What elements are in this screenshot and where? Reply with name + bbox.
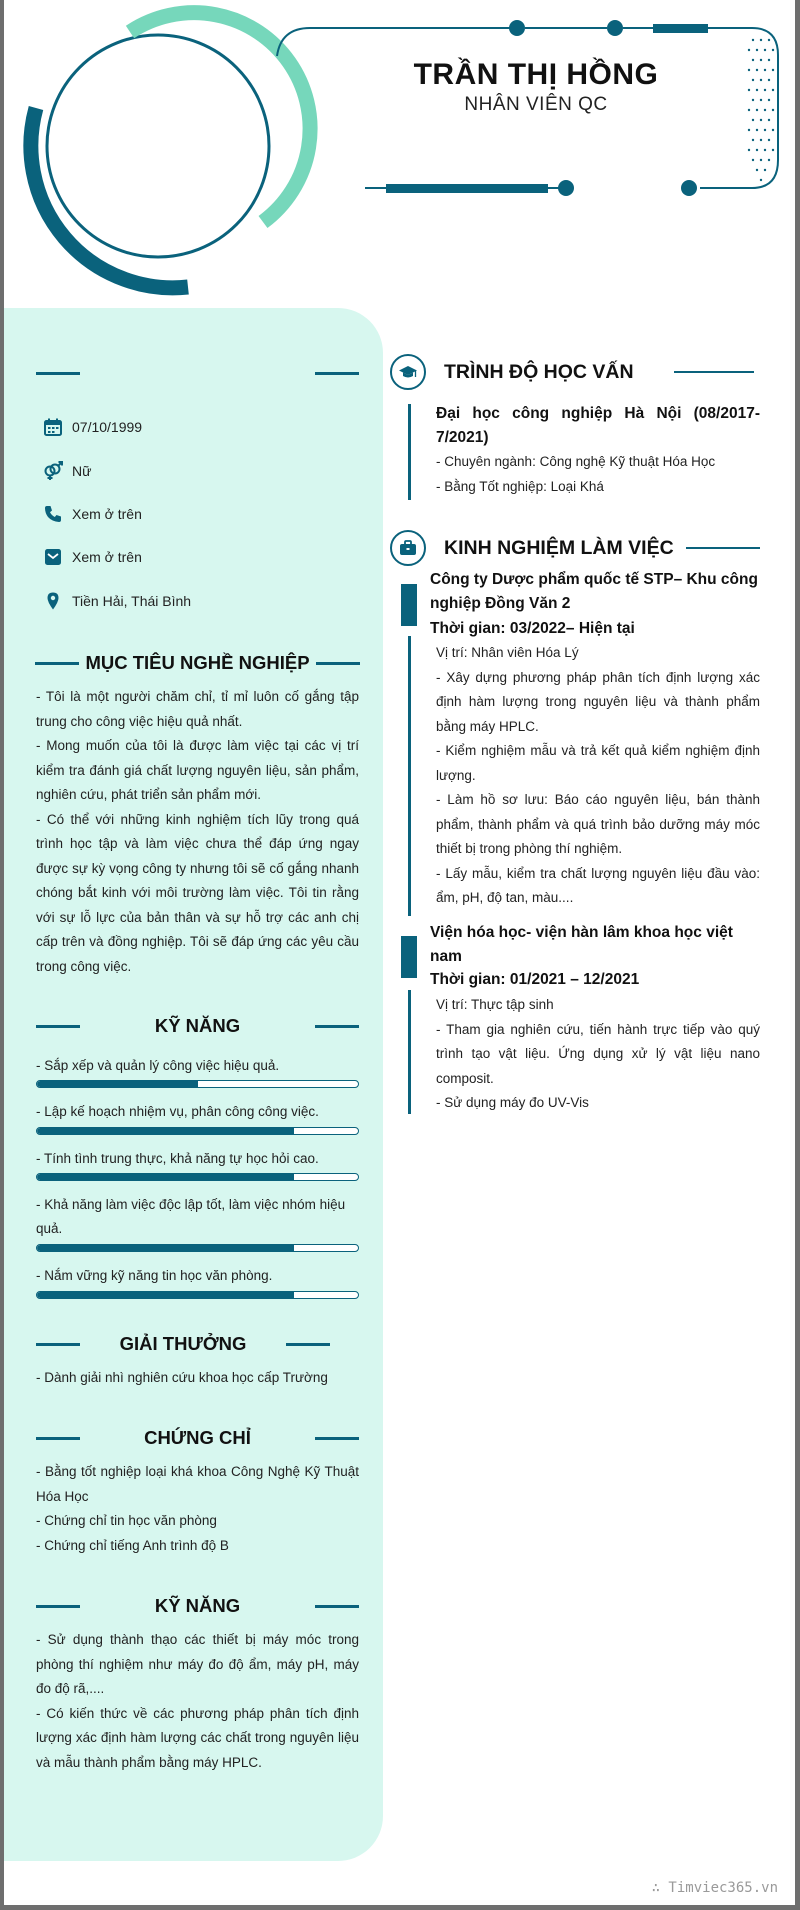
candidate-name: TRẦN THỊ HỒNG xyxy=(413,58,659,91)
email-icon xyxy=(42,546,64,568)
job-company: Viện hóa học- viện hàn lâm khoa học việt nam xyxy=(430,924,733,965)
job-time: Thời gian: 03/2022– Hiện tại xyxy=(430,620,635,637)
skill-bar-fill xyxy=(37,1292,294,1298)
name-block xyxy=(400,58,672,116)
job-company: Công ty Dược phẩm quốc tế STP– Khu công nghiệp Đồng Văn 2 xyxy=(430,571,758,612)
contact-text: Tiền Hải, Thái Bình xyxy=(72,593,192,609)
education-details: - Chuyên ngành: Công nghệ Kỹ thuật Hóa Học - Bằng Tốt nghiệp: Loại Khá xyxy=(436,454,716,494)
sidebar-top-rule-right xyxy=(315,372,359,375)
contact-birthdate xyxy=(42,416,142,438)
briefcase-icon xyxy=(390,530,426,566)
education-heading: TRÌNH ĐỘ HỌC VẤN xyxy=(390,354,760,390)
contact-text: 07/10/1999 xyxy=(72,419,143,435)
job-marker xyxy=(401,936,417,978)
skill-bar xyxy=(36,1244,359,1252)
skill-bar xyxy=(36,1080,359,1088)
skills2-heading: KỸ NĂNG xyxy=(36,1595,359,1617)
calendar-icon xyxy=(42,416,64,438)
objective-text: - Tôi là một người chăm chỉ, tỉ mỉ luôn cố gắng tập trung cho công việc hiệu quả nhất. - Mong muốn của tôi là được làm việc tại các vị trí kiểm tra đánh giá chất lượng nguyên liệu, sản phẩm, nghiên cứu, phát triển sản phẩm mới. - Có thể với những kinh nghiệm tích lũy trong quá trình học tập và làm việc chưa thể đáp ứng ngay được sự kỳ vọng công ty nhưng tôi sẽ cố gắng nhanh chóng bắt kinh với môi trường làm việc. Tôi tin rằng với sự lỗ lực của bản thân và sự hỗ trợ các anh chị cấp trên và đồng nghiệp. Tôi sẽ đáp ứng các yêu cầu trong công việc. xyxy=(36,689,359,974)
skill-item: - Sắp xếp và quản lý công việc hiệu quả. xyxy=(36,1058,280,1073)
gender-icon xyxy=(42,460,64,482)
skills2-text: - Sử dụng thành thạo các thiết bị máy móc trong phòng thí nghiệm như máy đo độ ẩm, máy pH, máy đo độ rã,.... - Có kiến thức về các phương pháp phân tích định lượng xác định hàm lượng các chất trong nguyên liệu và mẫu thành phẩm bằng máy HPLC. xyxy=(36,1632,359,1770)
contact-location xyxy=(42,590,191,612)
contact-text: Xem ở trên xyxy=(72,549,142,565)
skill-item: - Lập kế hoạch nhiệm vụ, phân công công việc. xyxy=(36,1104,319,1119)
skill-bar xyxy=(36,1291,359,1299)
awards-text: - Dành giải nhì nghiên cứu khoa học cấp Trường xyxy=(36,1370,328,1385)
experience-heading: KINH NGHIỆM LÀM VIỆC xyxy=(390,530,760,566)
job-timeline xyxy=(408,990,411,1114)
contact-text: Xem ở trên xyxy=(72,506,142,522)
job-title: NHÂN VIÊN QC xyxy=(464,94,608,115)
watermark: ∴ Timviec365.vn xyxy=(651,1880,778,1896)
job-details: Vị trí: Nhân viên Hóa Lý - Xây dựng phương pháp phân tích định lượng xác định hàm lượng trong nguyên liệu và thành phẩm bằng máy HPLC. - Kiểm nghiệm mẫu và trả kết quả kiểm nghiệm định lượng. - Làm hồ sơ lưu: Báo cáo nguyên liệu, bán thành phẩm, thành phẩm và quá trình bảo dưỡng máy móc thiết bị trong phòng thí nghiệm. - Lấy mẫu, kiểm tra chất lượng nguyên liệu đầu vào: ẩm, pH, độ tan, màu.... xyxy=(436,645,760,905)
header-decoration xyxy=(0,0,800,310)
avatar-placeholder xyxy=(36,24,280,268)
awards-heading: GIẢI THƯỞNG xyxy=(36,1333,330,1355)
skill-bar-fill xyxy=(37,1128,294,1134)
graduation-cap-icon xyxy=(390,354,426,390)
objective-heading: MỤC TIÊU NGHỀ NGHIỆP xyxy=(36,652,359,674)
skill-bar xyxy=(36,1127,359,1135)
education-school: Đại học công nghiệp Hà Nội (08/2017-7/2021) xyxy=(436,405,760,446)
skill-bar xyxy=(36,1173,359,1181)
certificates-heading: CHỨNG CHỈ xyxy=(36,1427,359,1449)
page-frame-bottom xyxy=(0,1905,800,1910)
location-icon xyxy=(42,590,64,612)
education-timeline xyxy=(408,404,411,500)
certificates-text: - Bằng tốt nghiệp loại khá khoa Công Nghệ Kỹ Thuật Hóa Học - Chứng chỉ tin học văn phòng - Chứng chỉ tiếng Anh trình độ B xyxy=(36,1464,359,1553)
skill-item: - Tính tình trung thực, khả năng tự học hỏi cao. xyxy=(36,1151,319,1166)
job-marker xyxy=(401,584,417,626)
skill-bar-fill xyxy=(37,1245,294,1251)
sidebar-top-rule-left xyxy=(36,372,80,375)
job-timeline xyxy=(408,636,411,916)
contact-text: Nữ xyxy=(72,463,92,479)
skills-heading: KỸ NĂNG xyxy=(36,1015,359,1037)
skill-item: - Nắm vững kỹ năng tin học văn phòng. xyxy=(36,1268,273,1283)
job-details: Vị trí: Thực tập sinh - Tham gia nghiên cứu, tiến hành trực tiếp vào quý trình tạo vật liệu. Ứng dụng xử lý vật liệu nano composit. - Sử dụng máy đo UV-Vis xyxy=(436,997,760,1110)
phone-icon xyxy=(42,503,64,525)
contact-phone xyxy=(42,503,142,525)
skill-item: - Khả năng làm việc độc lập tốt, làm việc nhóm hiệu quả. xyxy=(36,1197,346,1236)
skill-bar-fill xyxy=(37,1174,294,1180)
contact-gender xyxy=(42,460,91,482)
skill-bar-fill xyxy=(37,1081,198,1087)
job-time: Thời gian: 01/2021 – 12/2021 xyxy=(430,971,640,988)
contact-email xyxy=(42,546,142,568)
